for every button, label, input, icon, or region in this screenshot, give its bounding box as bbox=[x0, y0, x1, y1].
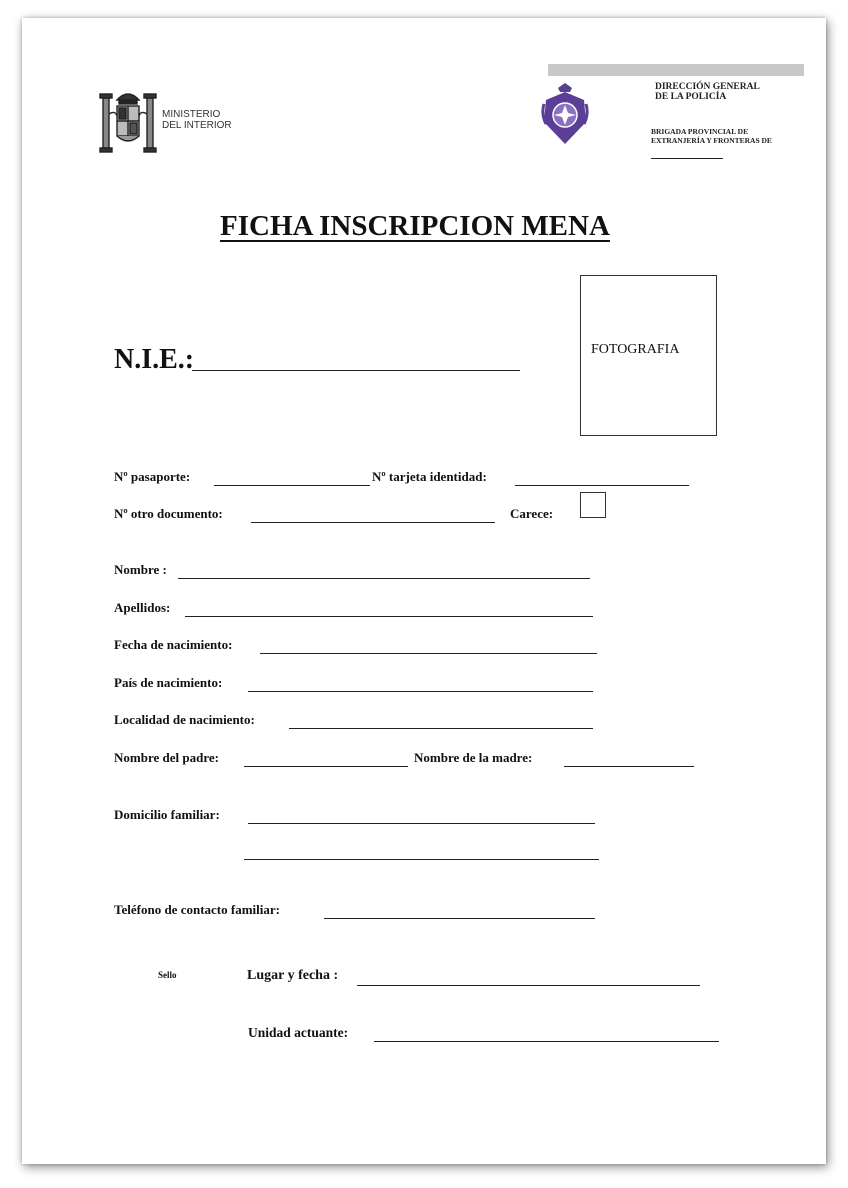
birth-date-field[interactable] bbox=[260, 653, 597, 654]
coat-of-arms-icon bbox=[97, 84, 159, 160]
brigade-line-2: EXTRANJERÍA Y FRONTERAS DE bbox=[651, 135, 772, 145]
acting-unit-label: Unidad actuante: bbox=[248, 1025, 349, 1040]
family-address-field-1[interactable] bbox=[248, 823, 595, 824]
header-bar bbox=[548, 64, 804, 76]
nie-label: N.I.E.: bbox=[114, 344, 195, 375]
id-card-field[interactable] bbox=[515, 485, 689, 486]
family-phone-label: Teléfono de contacto familiar: bbox=[114, 902, 280, 917]
birth-country-label: País de nacimiento: bbox=[114, 675, 223, 690]
photo-box[interactable] bbox=[580, 275, 717, 436]
mother-name-label: Nombre de la madre: bbox=[414, 750, 533, 765]
passport-field[interactable] bbox=[214, 485, 370, 486]
name-field[interactable] bbox=[178, 578, 590, 579]
birth-place-field[interactable] bbox=[289, 728, 593, 729]
other-document-field[interactable] bbox=[251, 522, 495, 523]
direction-general bbox=[655, 82, 760, 102]
ministry-name bbox=[162, 109, 232, 131]
father-name-field[interactable] bbox=[244, 766, 408, 767]
lacks-label: Carece: bbox=[510, 506, 554, 521]
passport-label: Nº pasaporte: bbox=[114, 469, 191, 484]
family-address-label: Domicilio familiar: bbox=[114, 807, 220, 822]
ministry-line-2: DEL INTERIOR bbox=[162, 120, 232, 131]
birth-place-label: Localidad de nacimiento: bbox=[114, 712, 255, 727]
form-title: FICHA INSCRIPCION MENA bbox=[220, 210, 610, 242]
other-document-label: Nº otro documento: bbox=[114, 506, 223, 521]
direction-line-2: DE LA POLICÍA bbox=[655, 92, 727, 102]
birth-country-field[interactable] bbox=[248, 691, 593, 692]
mother-name-field[interactable] bbox=[564, 766, 694, 767]
brigade-name bbox=[651, 128, 772, 145]
surnames-label: Apellidos: bbox=[114, 600, 171, 615]
acting-unit-field[interactable] bbox=[374, 1041, 719, 1042]
family-address-field-2[interactable] bbox=[244, 859, 599, 860]
father-name-label: Nombre del padre: bbox=[114, 750, 219, 765]
birth-date-label: Fecha de nacimiento: bbox=[114, 637, 233, 652]
brigade-line-1: BRIGADA PROVINCIAL DE bbox=[651, 127, 749, 136]
photo-label: FOTOGRAFIA bbox=[591, 342, 680, 357]
surnames-field[interactable] bbox=[185, 616, 593, 617]
id-card-label: Nº tarjeta identidad: bbox=[372, 469, 487, 484]
form-page bbox=[22, 18, 826, 1164]
police-badge-icon bbox=[540, 82, 590, 146]
family-phone-field[interactable] bbox=[324, 918, 595, 919]
place-date-field[interactable] bbox=[357, 985, 700, 986]
place-date-label: Lugar y fecha : bbox=[247, 968, 339, 983]
nie-field[interactable] bbox=[192, 370, 520, 371]
seal-label: Sello bbox=[158, 970, 177, 980]
direction-line-1: DIRECCIÓN GENERAL bbox=[655, 82, 760, 92]
name-label: Nombre : bbox=[114, 562, 167, 577]
brigade-blank-line[interactable] bbox=[651, 158, 723, 159]
ministry-line-1: MINISTERIO bbox=[162, 109, 221, 120]
lacks-checkbox[interactable] bbox=[580, 492, 606, 518]
